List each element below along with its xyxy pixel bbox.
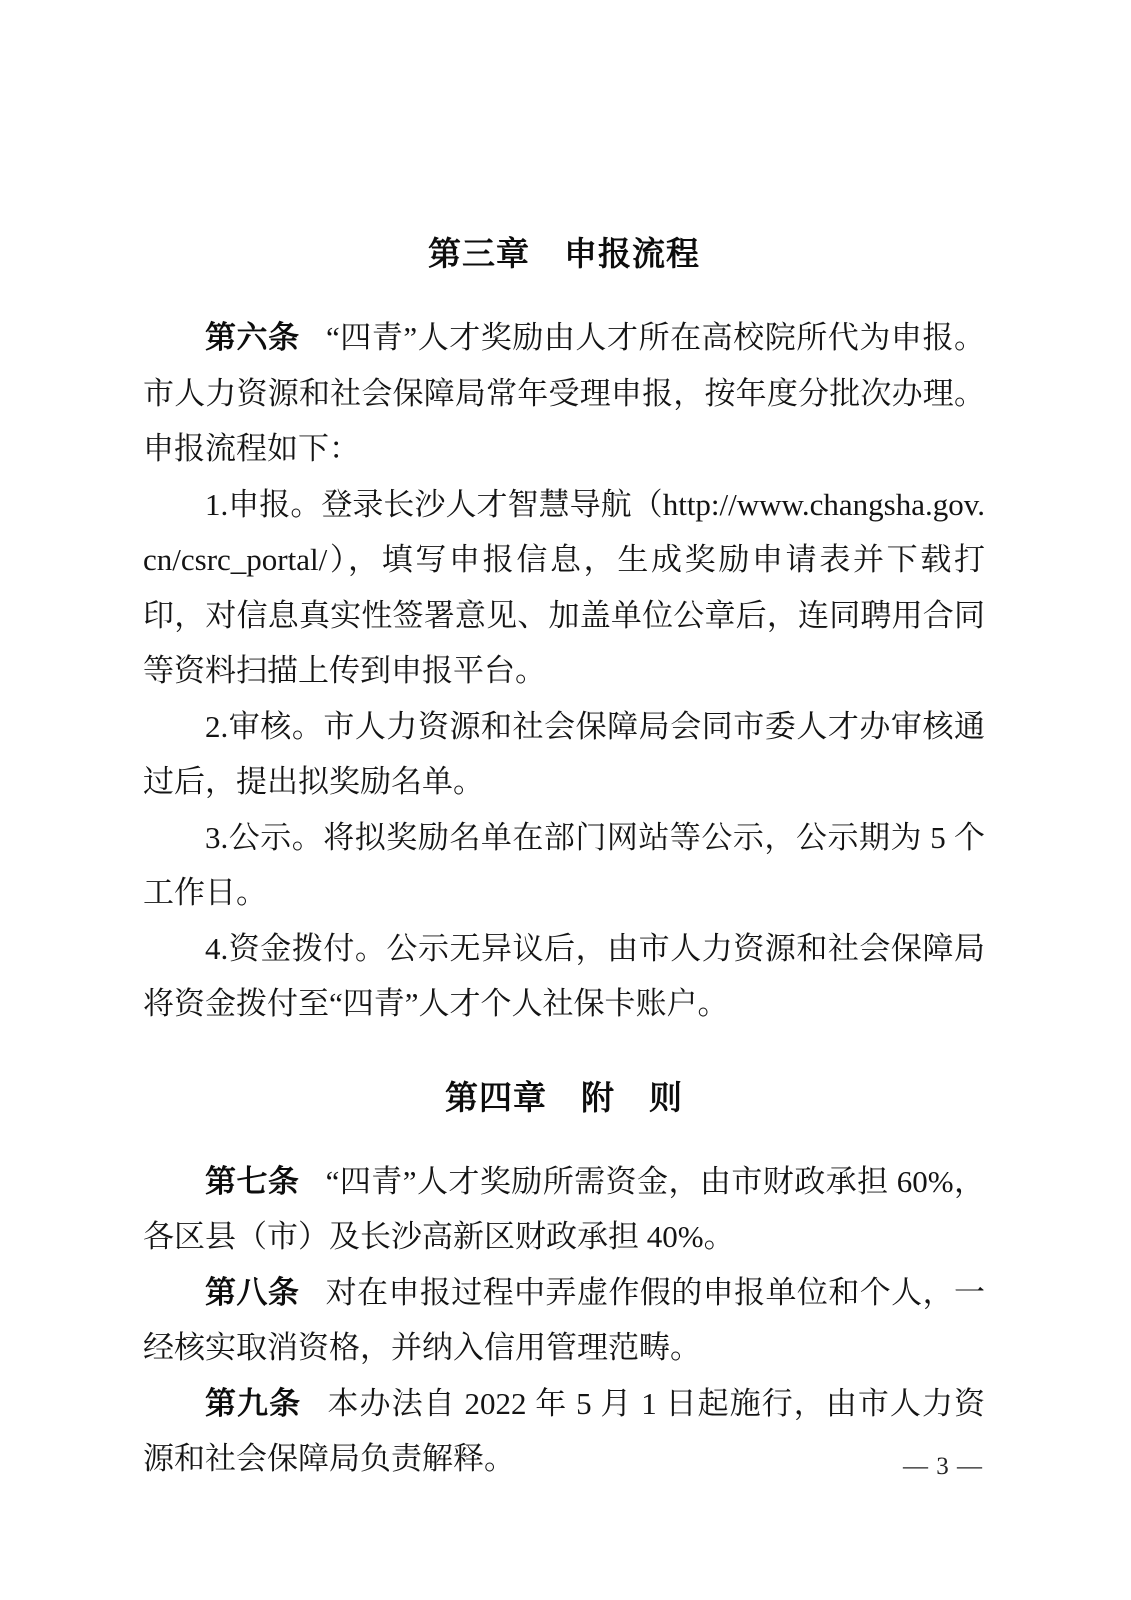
article-9-text: 本办法自 2022 年 5 月 1 日起施行，由市人力资源和社会保障局负责解释。 [143, 1385, 986, 1476]
procedure-step-2-paragraph [143, 699, 985, 810]
chapter-3-section [143, 234, 985, 1032]
page-number-text: — 3 — [903, 1453, 983, 1480]
procedure-step-4-paragraph [143, 921, 985, 1032]
procedure-step-3-paragraph [143, 810, 985, 921]
procedure-step-3-text: 3.公示。将拟奖励名单在部门网站等公示，公示期为 5 个工作日。 [143, 819, 985, 910]
article-7-paragraph [143, 1154, 985, 1265]
article-6-paragraph [143, 310, 985, 477]
chapter-3-heading: 第三章 申报流程 [428, 235, 700, 272]
chapter-4-section [143, 1078, 985, 1487]
procedure-step-2-text: 2.审核。市人力资源和社会保障局会同市委人才办审核通过后，提出拟奖励名单。 [143, 708, 985, 799]
article-8-text: 对在申报过程中弄虚作假的申报单位和个人，一经核实取消资格，并纳入信用管理范畴。 [143, 1274, 986, 1365]
procedure-step-1-text: 1.申报。登录长沙人才智慧导航（http://www.changsha.gov.cn/csrc_portal/），填写申报信息，生成奖励申请表并下载打印，对信息真实性签署意见、加盖单位公章后，连同聘用合同等资料扫描上传到申报平台。 [143, 486, 985, 688]
article-6-number: 第六条 [205, 320, 300, 355]
article-7-text: “四青”人才奖励所需资金，由市财政承担 60%，各区县（市）及长沙高新区财政承担 40%。 [143, 1163, 986, 1254]
article-9-number: 第九条 [205, 1385, 302, 1421]
article-7-number: 第七条 [205, 1163, 300, 1199]
article-9-paragraph [143, 1376, 985, 1487]
article-8-number: 第八条 [205, 1274, 300, 1310]
procedure-step-1-paragraph [143, 477, 985, 699]
procedure-step-4-text: 4.资金拨付。公示无异议后，由市人力资源和社会保障局将资金拨付至“四青”人才个人社保卡账户。 [143, 930, 985, 1021]
article-8-paragraph [143, 1265, 985, 1376]
page-footer [903, 1452, 983, 1482]
article-6-text: “四青”人才奖励由人才所在高校院所代为申报。市人力资源和社会保障局常年受理申报，按年度分批次办理。申报流程如下： [143, 320, 985, 466]
chapter-4-heading: 第四章 附 则 [445, 1078, 683, 1116]
